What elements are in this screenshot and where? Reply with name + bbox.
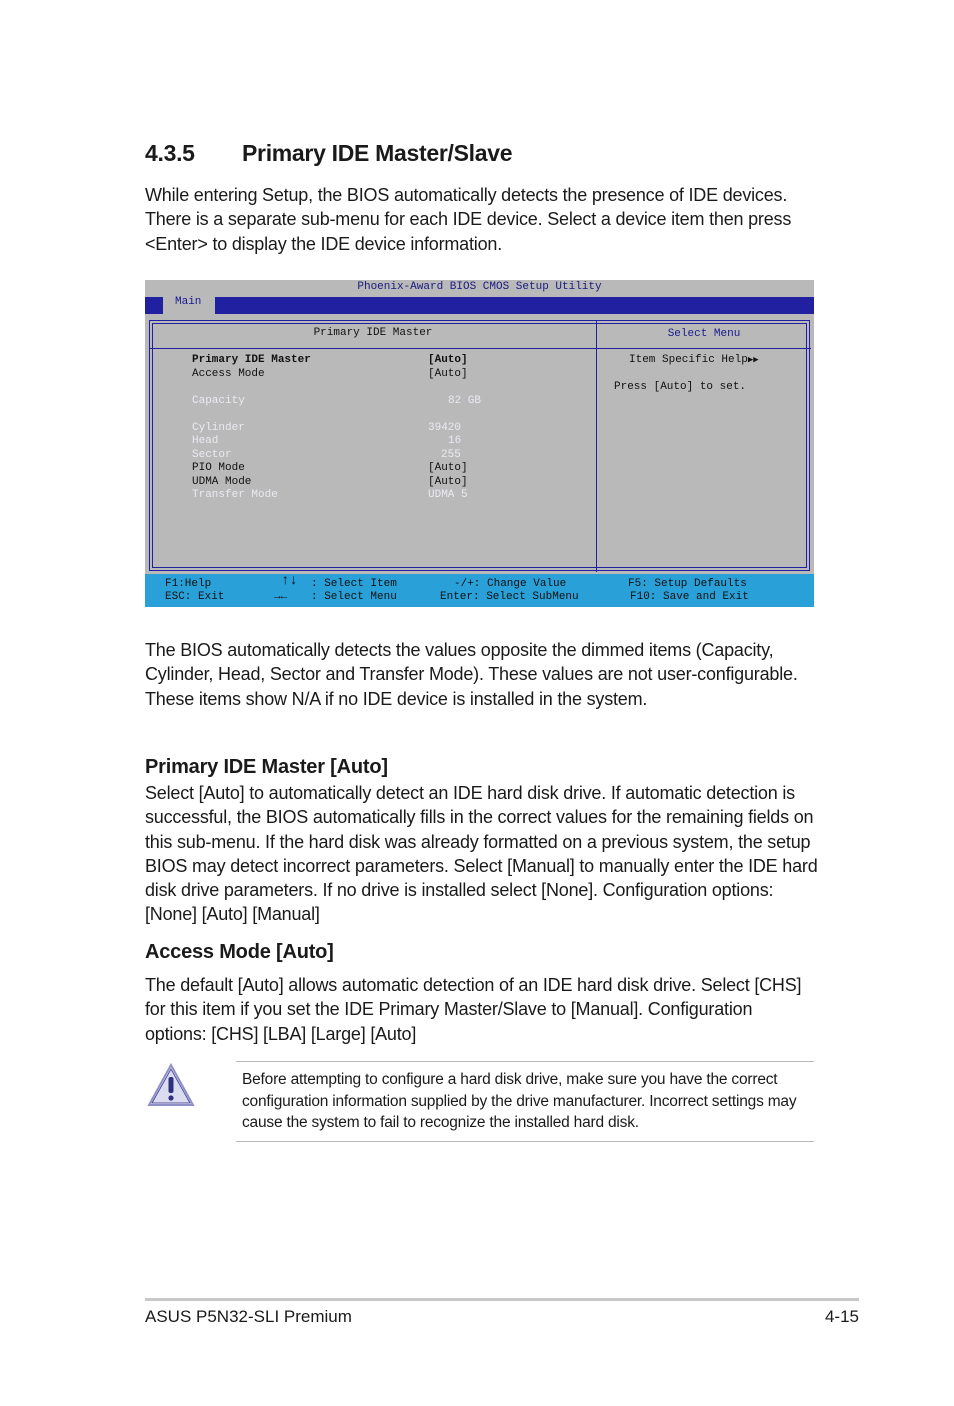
panel-title: Primary IDE Master <box>313 327 433 339</box>
row-label-head: Head <box>192 435 219 447</box>
double-arrow-icon: ▶▶ <box>747 355 759 365</box>
row-value-access-mode[interactable]: [Auto] <box>428 368 468 380</box>
row-value-cylinder: 39420 <box>428 422 462 434</box>
access-mode-body: The default [Auto] allows automatic detection of an IDE hard disk drive. Select [CHS] for this item if you set the IDE Primary Master/Slave to [Manual]. Configuration options: [CHS] [LBA] [Large] [Auto] <box>145 975 802 1044</box>
row-value-primary-ide-master[interactable]: [Auto] <box>428 354 468 366</box>
tab-main[interactable]: Main <box>163 297 215 314</box>
bios-menu-bar <box>145 297 814 314</box>
footer-page-number: 4-15 <box>824 1307 859 1326</box>
note-top-rule <box>236 1061 814 1062</box>
primary-master-heading: Primary IDE Master [Auto] <box>145 756 388 778</box>
section-heading <box>145 140 512 167</box>
key-select-menu: : Select Menu <box>311 591 397 603</box>
section-number: 4.3.5 <box>145 140 195 166</box>
row-label-capacity: Capacity <box>192 395 245 407</box>
row-value-pio-mode[interactable]: [Auto] <box>428 462 468 474</box>
row-label-access-mode[interactable]: Access Mode <box>192 368 265 380</box>
bios-panel <box>149 320 810 571</box>
section-title: Primary IDE Master/Slave <box>242 140 513 166</box>
bios-explanation-paragraph: The BIOS automatically detects the values opposite the dimmed items (Capacity, Cylinder, Head, Sector and Transfer Mode). These values are not user-configurable. These items show N/A if no IDE device is installed in the system. <box>145 640 798 709</box>
row-label-primary-ide-master[interactable]: Primary IDE Master <box>192 354 311 366</box>
key-f1-help: F1:Help <box>165 578 212 590</box>
note-bottom-rule <box>236 1141 814 1142</box>
key-f5-defaults: F5: Setup Defaults <box>628 578 747 590</box>
row-value-sector: 255 <box>441 449 461 461</box>
key-select-submenu: Enter: Select SubMenu <box>440 591 579 603</box>
warning-icon <box>146 1062 196 1108</box>
bios-title: Phoenix-Award BIOS CMOS Setup Utility <box>357 281 602 293</box>
left-right-arrows-icon: →← <box>274 591 288 603</box>
intro-paragraph: While entering Setup, the BIOS automatically detects the presence of IDE devices. There is a separate sub-menu for each IDE device. Select a device item then press <Enter> to display the IDE device information. <box>145 185 792 254</box>
note-text: Before attempting to configure a hard disk drive, make sure you have the correct configuration information supplied by the drive manufacturer. Incorrect settings may cause the system to fail to recognize the installed hard disk. <box>242 1071 797 1131</box>
row-value-capacity: 82 GB <box>448 395 482 407</box>
item-specific-help-label: Item Specific Help <box>629 354 748 366</box>
key-select-item: : Select Item <box>311 578 397 590</box>
bios-footer <box>145 574 814 607</box>
item-specific-help <box>629 354 759 366</box>
footer-rule <box>145 1298 859 1301</box>
key-change-value: -/+: Change Value <box>454 578 567 590</box>
help-title: Select Menu <box>667 328 741 340</box>
bios-title-bar <box>145 280 814 297</box>
key-f10-save-exit: F10: Save and Exit <box>630 591 749 603</box>
row-label-pio-mode[interactable]: PIO Mode <box>192 462 245 474</box>
row-value-head: 16 <box>448 435 462 447</box>
footer-product: ASUS P5N32-SLI Premium <box>145 1307 352 1326</box>
key-esc-exit: ESC: Exit <box>165 591 225 603</box>
row-label-sector: Sector <box>192 449 232 461</box>
panel-divider-vertical <box>596 321 597 572</box>
bios-screenshot <box>145 280 814 607</box>
up-down-arrows-icon: ↑↓ <box>281 573 298 589</box>
primary-master-body: Select [Auto] to automatically detect an IDE hard disk drive. If automatic detection is successful, the BIOS automatically fills in the correct values for the remaining fields on this sub-menu. If the hard disk was already formatted on a previous system, the setup BIOS may detect incorrect parameters. Select [Manual] to manually enter the IDE hard disk drive parameters. If no drive is installed select [None]. Configuration options: [None] [Auto] [Manual] <box>145 783 818 925</box>
row-label-cylinder: Cylinder <box>192 422 245 434</box>
row-label-transfer-mode: Transfer Mode <box>192 489 278 501</box>
row-value-transfer-mode: UDMA 5 <box>428 489 468 501</box>
panel-divider-horizontal <box>150 348 811 349</box>
help-text: Press [Auto] to set. <box>614 381 747 393</box>
row-value-udma-mode[interactable]: [Auto] <box>428 476 468 488</box>
row-label-udma-mode[interactable]: UDMA Mode <box>192 476 252 488</box>
access-mode-heading: Access Mode [Auto] <box>145 941 334 963</box>
